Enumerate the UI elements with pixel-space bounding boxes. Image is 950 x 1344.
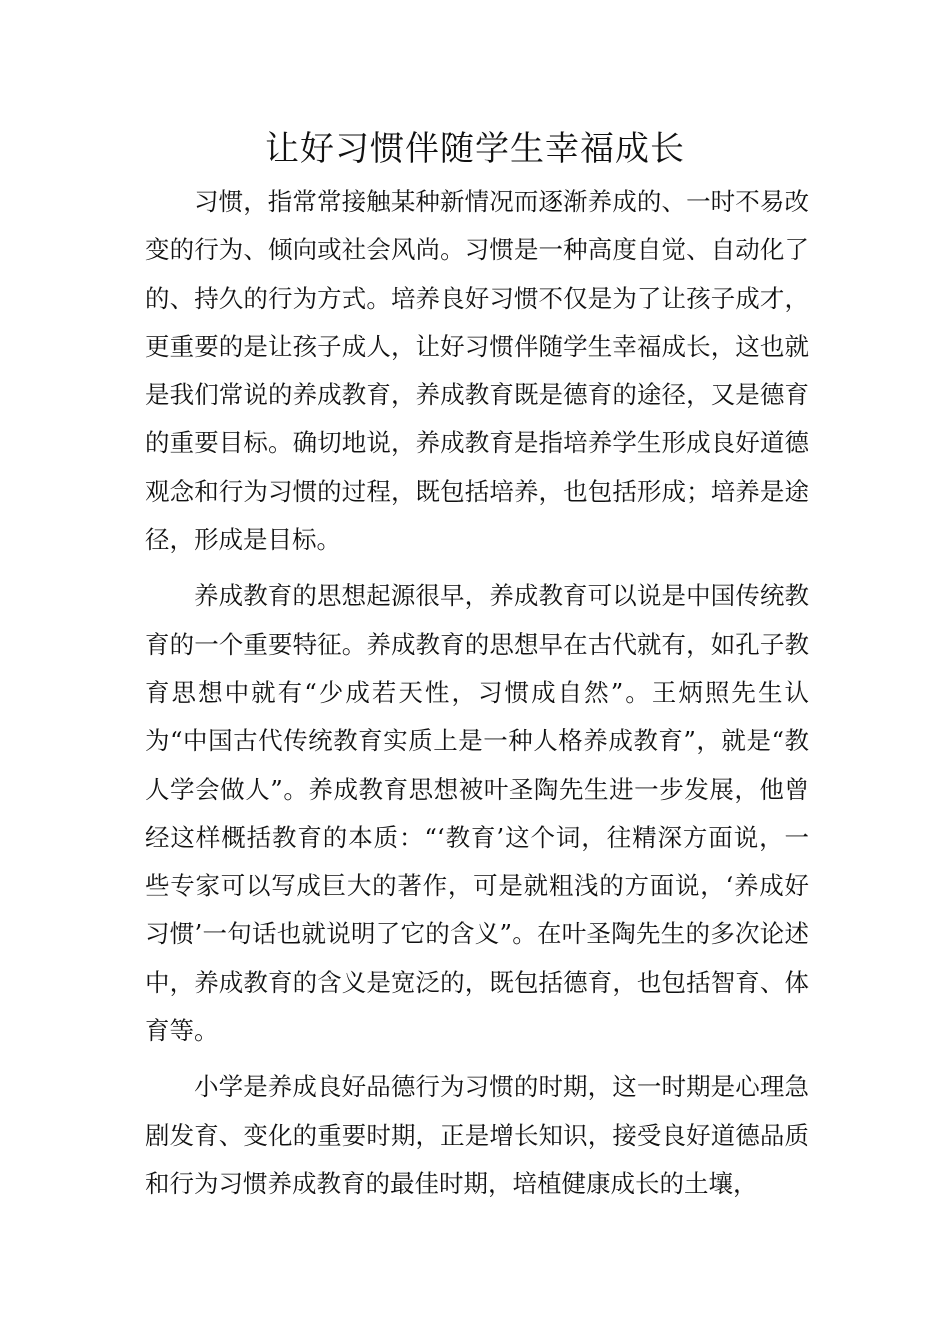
paragraph-2: 养成教育的思想起源很早，养成教育可以说是中国传统教育的一个重要特征。养成教育的思想早在古代就有，如孔子教育思想中就有“少成若天性，习惯成自然”。王炳照先生认为“中国古代传统教育实质上是一种人格养成教育”，就是“教人学会做人”。养成教育思想被叶圣陶先生进一步发展，他曾经这样概括教育的本质：“‘教育’这个词，往精深方面说，一些专家可以写成巨大的著作，可是就粗浅的方面说，‘养成好习惯’一句话也就说明了它的含义”。在叶圣陶先生的多次论述中，养成教育的含义是宽泛的，既包括德育，也包括智育、体育等。 — [145, 581, 809, 1046]
paragraph-1: 习惯，指常常接触某种新情况而逐渐养成的、一时不易改变的行为、倾向或社会风尚。习惯是一种高度自觉、自动化了的、持久的行为方式。培养良好习惯不仅是为了让孩子成才，更重要的是让孩子成人，让好习惯伴随学生幸福成长，这也就是我们常说的养成教育，养成教育既是德育的途径，又是德育的重要目标。确切地说，养成教育是指培养学生形成良好道德观念和行为习惯的过程，既包括培养，也包括形成；培养是途径，形成是目标。 — [145, 187, 809, 555]
document-body — [145, 178, 809, 1216]
document-title: 让好习惯伴随学生幸福成长 — [265, 129, 685, 169]
paragraph-3: 小学是养成良好品德行为习惯的时期，这一时期是心理急剧发育、变化的重要时期，正是增长知识，接受良好道德品质和行为习惯养成教育的最佳时期，培植健康成长的土壤， — [145, 1072, 809, 1198]
